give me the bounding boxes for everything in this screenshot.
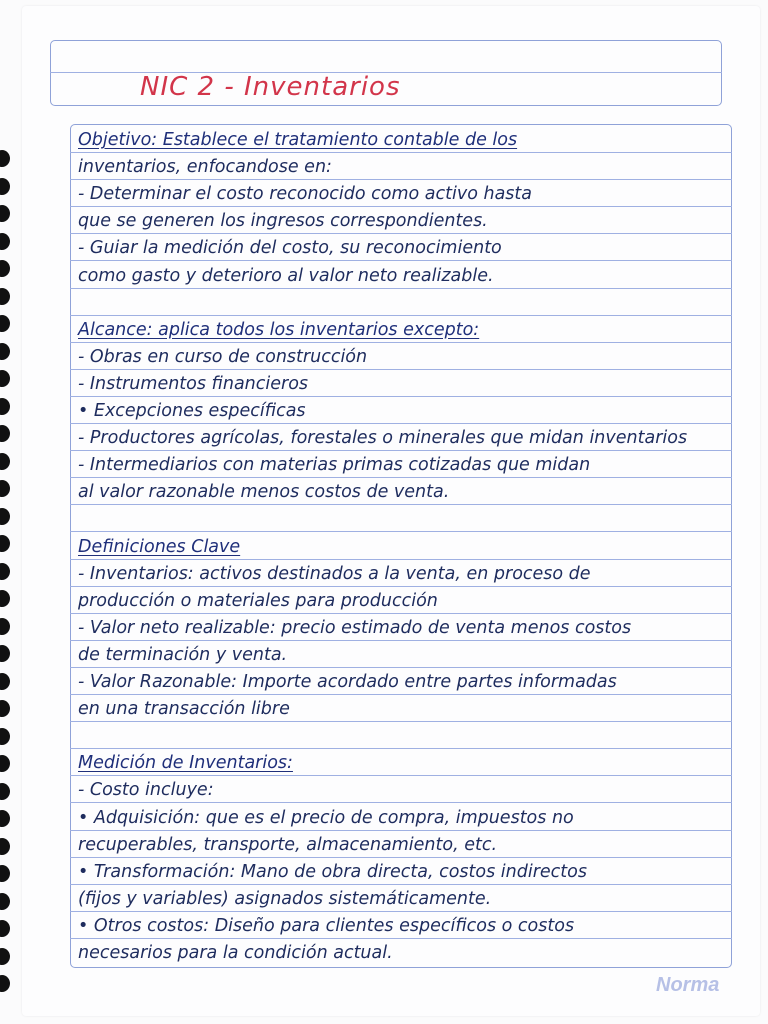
ruled-line <box>70 288 732 289</box>
note-line: • Otros costos: Diseño para clientes específicos o costos <box>78 915 575 936</box>
note-line: - Determinar el costo reconocido como activo hasta <box>78 184 533 205</box>
ruled-line <box>70 938 732 939</box>
binder-hole <box>0 150 10 167</box>
ruled-line <box>70 477 732 478</box>
ruled-line <box>70 721 732 722</box>
binder-hole <box>0 480 10 497</box>
binder-hole <box>0 810 10 827</box>
note-line: • Excepciones específicas <box>78 401 306 421</box>
ruled-line <box>70 640 732 641</box>
note-line: - Inventarios: activos destinados a la venta, en proceso de <box>78 563 591 584</box>
binder-hole <box>0 425 10 442</box>
binder-hole <box>0 315 10 332</box>
note-line: en una transacción libre <box>78 699 290 720</box>
note-line: • Transformación: Mano de obra directa, costos indirectos <box>78 861 587 882</box>
binder-hole <box>0 343 10 360</box>
note-line: - Intermediarios con materias primas cotizadas que midan <box>78 455 591 476</box>
note-line: como gasto y deterioro al valor neto realizable. <box>78 265 494 286</box>
note-line: inventarios, enfocandose en: <box>78 157 332 178</box>
ruled-line <box>70 233 732 234</box>
ruled-line <box>70 369 732 370</box>
note-line: de terminación y venta. <box>78 644 288 665</box>
page-title: NIC 2 - Inventarios <box>140 72 401 102</box>
section-heading: Alcance: aplica todos los inventarios excepto: <box>78 319 480 340</box>
binder-hole <box>0 645 10 662</box>
ruled-line <box>70 260 732 261</box>
binder-hole <box>0 948 10 965</box>
ruled-line <box>70 531 732 532</box>
binder-hole <box>0 783 10 800</box>
ruled-line <box>70 748 732 749</box>
ruled-line <box>70 613 732 614</box>
ruled-line <box>70 857 732 858</box>
binder-hole <box>0 700 10 717</box>
ruled-line <box>70 179 732 180</box>
binder-hole <box>0 508 10 525</box>
note-line: recuperables, transporte, almacenamiento, etc. <box>78 834 498 855</box>
note-line: al valor razonable menos costos de venta. <box>78 482 450 503</box>
note-line: que se generen los ingresos correspondientes. <box>78 211 488 232</box>
ruled-line <box>70 802 732 803</box>
ruled-line <box>70 911 732 912</box>
ruled-line <box>70 667 732 668</box>
binder-hole <box>0 233 10 250</box>
binder-hole <box>0 563 10 580</box>
ruled-line <box>70 450 732 451</box>
ruled-line <box>70 423 732 424</box>
note-line: - Instrumentos financieros <box>78 373 309 394</box>
note-line: - Costo incluye: <box>78 780 214 801</box>
note-line: - Productores agrícolas, forestales o minerales que midan inventarios <box>78 428 688 449</box>
ruled-line <box>70 315 732 316</box>
ruled-line <box>70 559 732 560</box>
binder-hole <box>0 618 10 635</box>
section-heading: Objetivo: Establece el tratamiento contable de los <box>78 130 518 150</box>
ruled-line <box>70 504 732 505</box>
ruled-line <box>70 884 732 885</box>
binder-hole <box>0 288 10 305</box>
note-line: - Valor neto realizable: precio estimado de venta menos costos <box>78 617 632 638</box>
ruled-line <box>70 342 732 343</box>
section-heading: Medición de Inventarios: <box>78 753 293 774</box>
note-line: • Adquisición: que es el precio de compra, impuestos no <box>78 807 574 828</box>
binder-hole <box>0 370 10 387</box>
binder-hole <box>0 590 10 607</box>
note-line: - Valor Razonable: Importe acordado entre partes informadas <box>78 672 617 692</box>
ruled-line <box>70 694 732 695</box>
note-line: (fijos y variables) asignados sistemáticamente. <box>78 888 492 909</box>
binder-holes <box>0 0 22 1024</box>
brand-logo: Norma <box>656 974 720 996</box>
binder-hole <box>0 453 10 470</box>
ruled-line <box>70 586 732 587</box>
ruled-line <box>70 775 732 776</box>
ruled-line <box>70 830 732 831</box>
note-line: necesarios para la condición actual. <box>78 943 393 963</box>
ruled-line <box>70 396 732 397</box>
section-heading: Definiciones Clave <box>78 536 241 557</box>
binder-hole <box>0 535 10 552</box>
binder-hole <box>0 975 10 992</box>
note-line: - Guiar la medición del costo, su reconocimiento <box>78 238 502 259</box>
ruled-line <box>70 152 732 153</box>
binder-hole <box>0 920 10 937</box>
note-line: - Obras en curso de construcción <box>78 346 368 367</box>
binder-hole <box>0 205 10 222</box>
ruled-line <box>70 206 732 207</box>
binder-hole <box>0 260 10 277</box>
binder-hole <box>0 398 10 415</box>
binder-hole <box>0 755 10 772</box>
binder-hole <box>0 838 10 855</box>
note-line: producción o materiales para producción <box>78 590 438 611</box>
binder-hole <box>0 893 10 910</box>
binder-hole <box>0 865 10 882</box>
binder-hole <box>0 728 10 745</box>
binder-hole <box>0 673 10 690</box>
binder-hole <box>0 178 10 195</box>
